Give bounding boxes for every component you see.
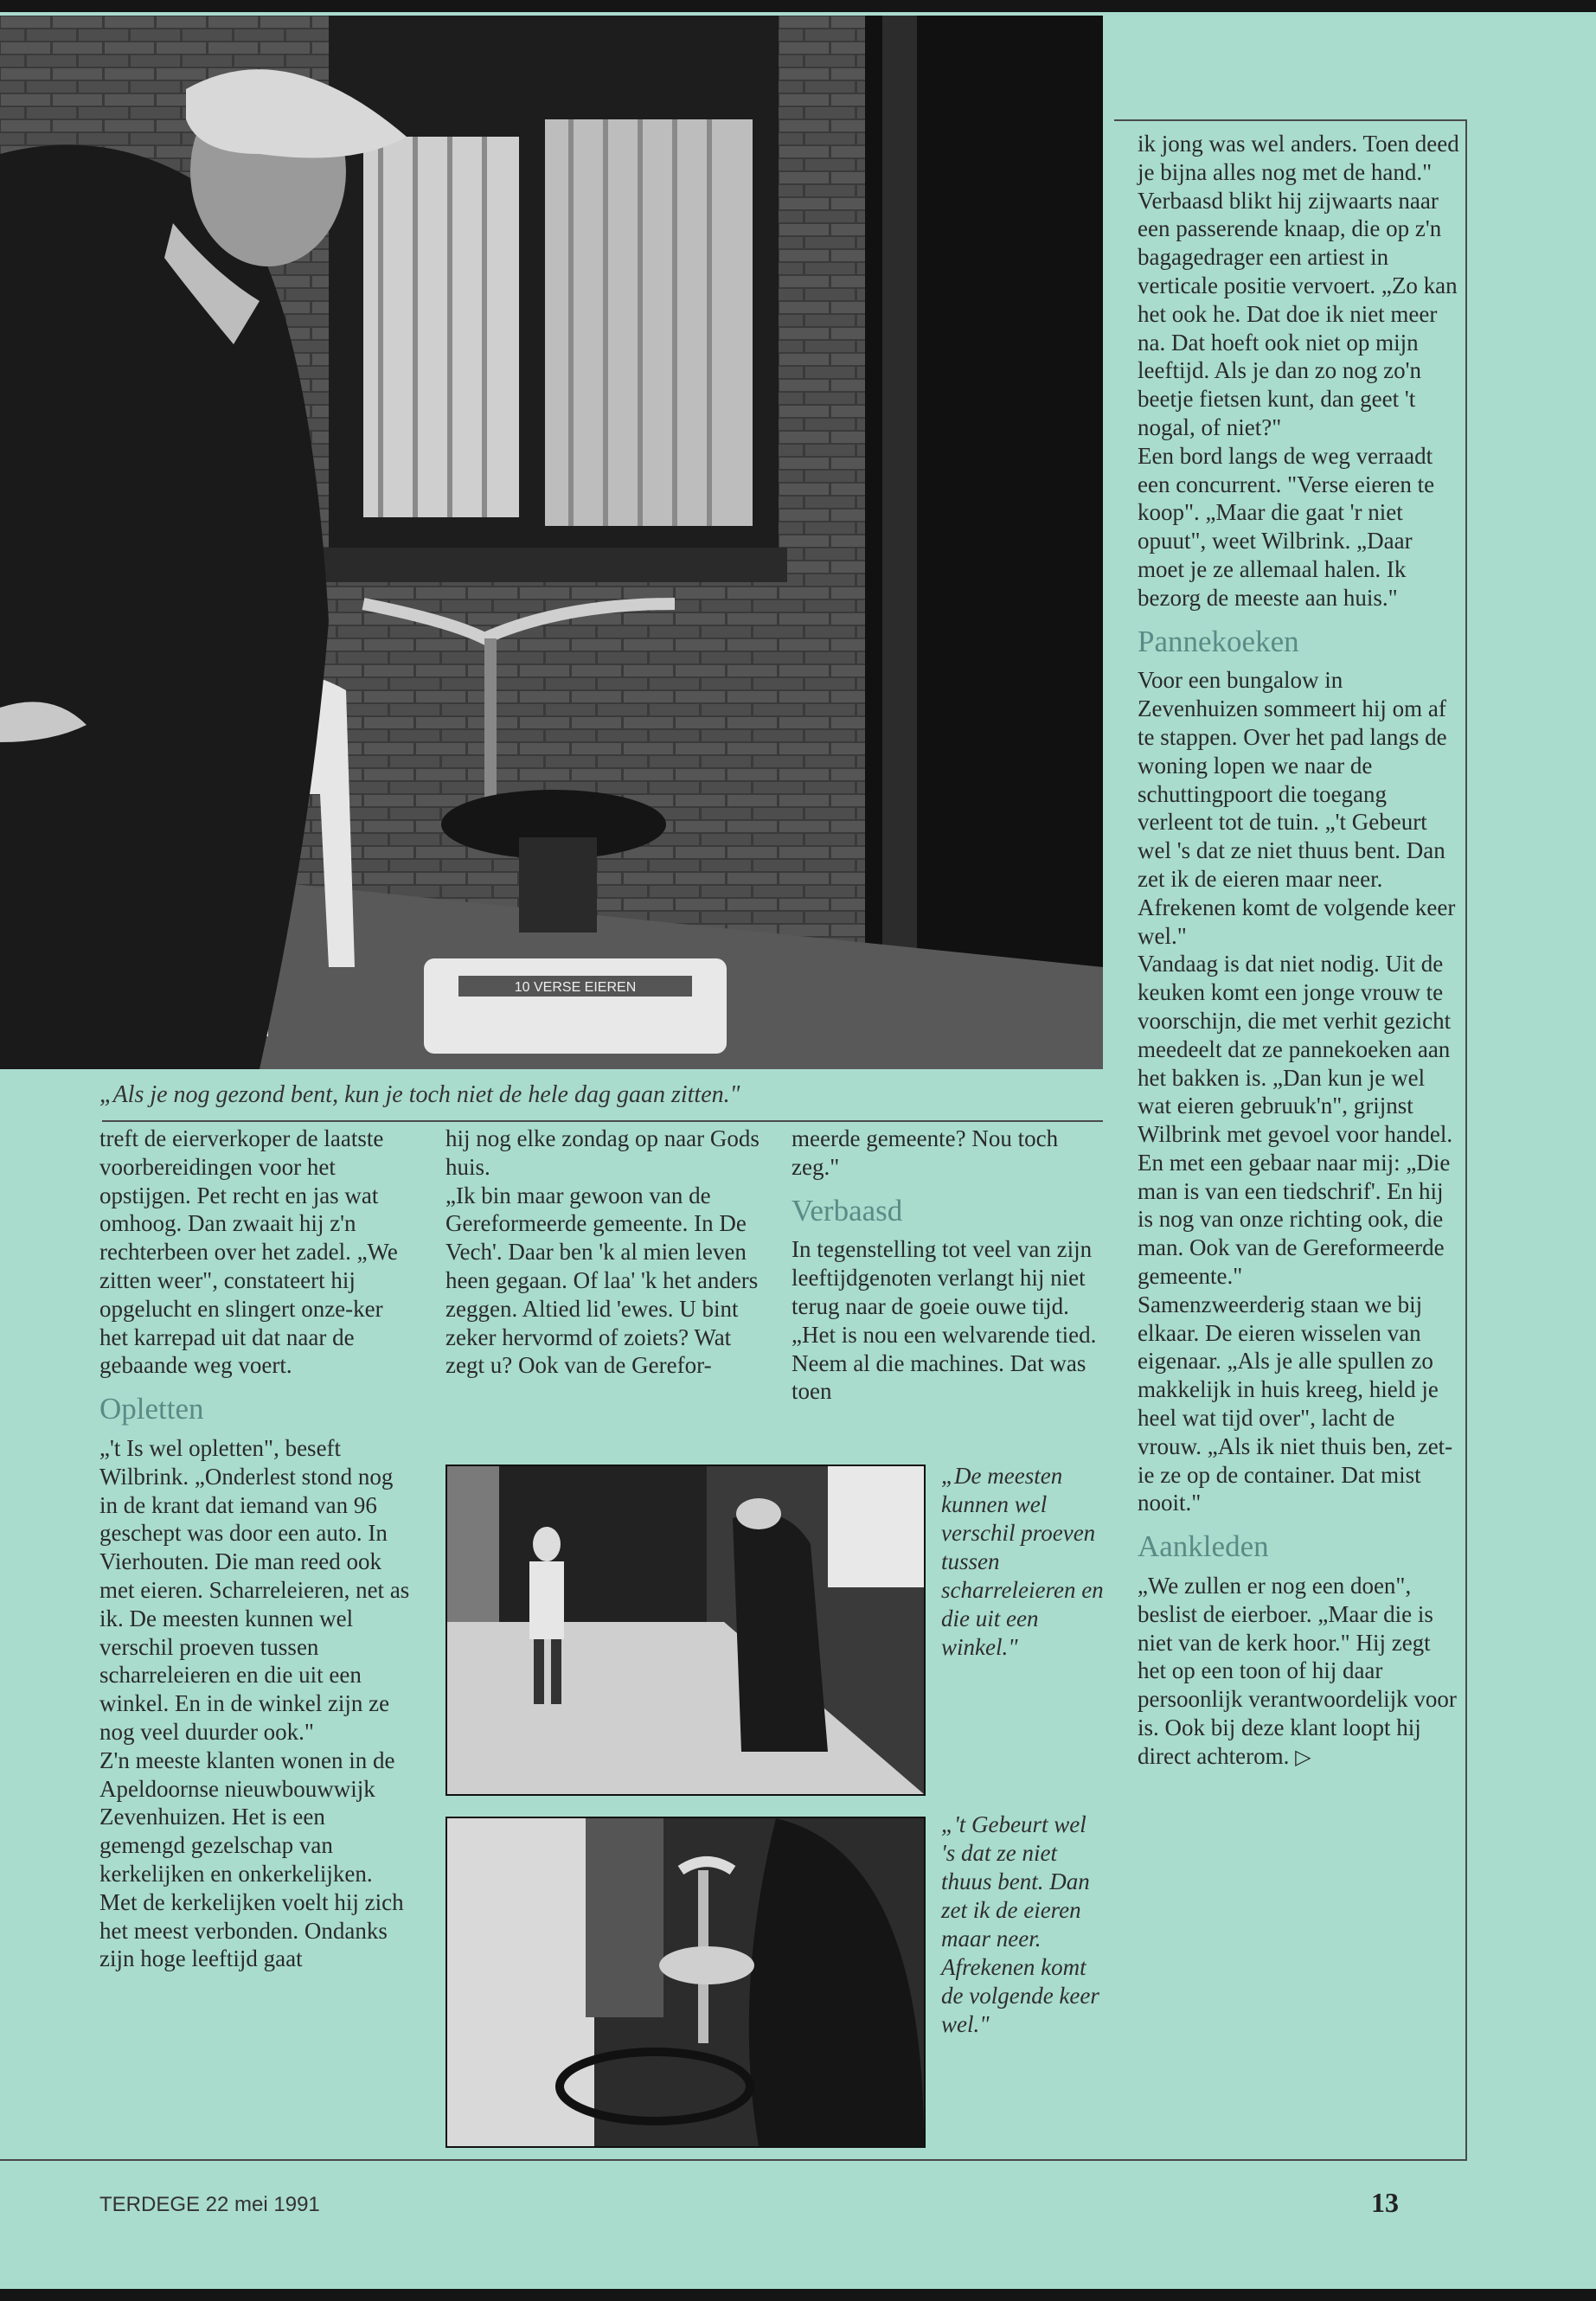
col1-paragraph-2: „'t Is wel opletten", beseft Wilbrink. „Onderlest stond nog in de krant dat iemand van 96 geschept was door een auto. In Vierhouten. Die man reed ook met eieren. Scharreleieren, net as ik. De meesten kunnen wel verschil proeven tussen scharreleieren en die uit een winkel. En in de winkel zijn ze nog veel duurder ook." [99, 1434, 410, 1745]
photo-handover [445, 1817, 926, 2148]
main-photo-caption: „Als je nog gezond bent, kun je toch niet de hele dag gaan zitten." [99, 1081, 740, 1108]
col4-paragraph-5: Vandaag is dat niet nodig. Uit de keuken komt een jonge vrouw te voorschijn, die met verhit gezicht meedeelt dat ze pannekoeken aan het bakken is. „Dan kun je wel wat eieren gebruuk'n", grijnst Wilbrink met gevoel voor handel. En met een gebaar naar mij: „Die man is van een tiedschrif'. En hij is nog van onze richting ook, die man. Ook van de Gereformeerde gemeente." [1138, 951, 1453, 1290]
col2-paragraph-1: hij nog elke zondag op naar Gods huis. [445, 1125, 760, 1180]
caption-photo-courtyard: „De meesten kunnen wel verschil proeven tussen scharreleieren en die uit een winkel." [941, 1463, 1104, 1660]
heading-aankleden: Aankleden [1138, 1529, 1269, 1564]
col3-paragraph-1: meerde gemeente? Nou toch zeg." [792, 1125, 1059, 1180]
photo-courtyard [445, 1465, 926, 1796]
right-column-top-rule [1114, 119, 1467, 121]
courtyard-illustration [447, 1466, 924, 1794]
column-4 [1138, 130, 1459, 1772]
continue-arrow-icon: ▷ [1295, 1746, 1311, 1769]
col4-paragraph-6: Samenzweerderig staan we bij elkaar. De eieren wisselen van eigenaar. „Als je alle spullen zo makkelijk in huis kreeg, hield je heel wat tijd over", lacht de vrouw. „Als ik niet thuis ben, zet-ie ze op de container. Dat mist nooit." [1138, 1291, 1453, 1516]
main-photo [0, 16, 1103, 1069]
main-photo-illustration [0, 16, 1103, 1069]
footer-magazine-date: TERDEGE 22 mei 1991 [99, 2193, 320, 2216]
col4-paragraph-7-text: „We zullen er nog een doen", beslist de eierboer. „Maar die is niet van de kerk hoor." Hij zegt het op een toon of hij daar persoonlijk verantwoordelijk voor is. Ook bij deze klant loopt hij direct achterom. [1138, 1573, 1457, 1769]
heading-pannekoeken: Pannekoeken [1138, 624, 1299, 658]
top-border [0, 0, 1596, 12]
footer-rule [0, 2159, 1467, 2161]
column-2 [445, 1125, 761, 1380]
egg-carton-label: 10 VERSE EIEREN [514, 980, 637, 995]
col1-paragraph-3: Z'n meeste klanten wonen in de Apeldoornse nieuwbouwwijk Zevenhuizen. Het is een gemengd gezelschap van kerkelijken en onkerkelijken. Met de kerkelijken voelt hij zich het meest verbonden. Ondanks zijn hoge leeftijd gaat [99, 1747, 404, 1972]
col3-paragraph-2: In tegenstelling tot veel van zijn leeftijdgenoten verlangt hij niet terug naar de goeie ouwe tijd. „Het is nou een welvarende tied. Neem al die machines. Dat was toen [792, 1236, 1097, 1405]
heading-verbaasd: Verbaasd [792, 1193, 903, 1227]
col4-paragraph-3: Een bord langs de weg verraadt een concurrent. "Verse eieren te koop". „Maar die gaat 'r niet opuut", weet Wilbrink. „Daar moet je ze allemaal halen. Ik bezorg de meeste aan huis." [1138, 442, 1435, 611]
col4-paragraph-2: Verbaasd blikt hij zijwaarts naar een passerende knaap, die op z'n bagagedrager een artiest in verticale positie vervoert. „Zo kan het ook he. Dat doe ik niet meer na. Dat hoeft ook niet op mijn leeftijd. Als je dan zo nog zo'n beetje fietsen kunt, dan geet 't nogal, of niet?" [1138, 187, 1458, 440]
col1-paragraph-1: treft de eierverkoper de laatste voorbereidingen voor het opstijgen. Pet recht en jas wat omhoog. Dan zwaait hij z'n rechterbeen over het zadel. „We zitten weer", constateert hij opgelucht en slingert onze-ker het karrepad uit dat naar de gebaande weg voert. [99, 1125, 398, 1379]
col4-paragraph-1: ik jong was wel anders. Toen deed je bijna alles nog met de hand." [1138, 131, 1459, 185]
right-column-side-rule [1465, 119, 1467, 2159]
heading-opletten: Opletten [99, 1392, 204, 1426]
bottom-border [0, 2289, 1596, 2301]
col2-paragraph-2: „Ik bin maar gewoon van de Gereformeerde gemeente. In De Vech'. Daar ben 'k al mien leven heen gegaan. Of laa' 'k het anders zeggen. Altied lid 'ewes. U bint zeker hervormd of zoiets? Wat zegt u? Ook van de Gerefor- [445, 1182, 759, 1379]
column-3 [792, 1125, 1107, 1406]
caption-rule [102, 1120, 1103, 1122]
caption-photo-handover: „'t Gebeurt wel 's dat ze niet thuus bent. Dan zet ik de eieren maar neer. Afrekenen komt de volgende keer wel." [941, 1811, 1099, 2037]
page-number: 13 [1371, 2187, 1399, 2218]
col4-paragraph-4: Voor een bungalow in Zevenhuizen sommeert hij om af te stappen. Over het pad langs de woning lopen we naar de schuttingpoort die toegang verleent tot de tuin. „'t Gebeurt wel 's dat ze niet thuus bent. Dan zet ik de eieren maar neer. Afrekenen komt de volgende keer wel." [1138, 667, 1456, 949]
column-1 [99, 1125, 415, 1973]
col4-paragraph-7 [1138, 1572, 1459, 1772]
handover-illustration [447, 1818, 924, 2146]
